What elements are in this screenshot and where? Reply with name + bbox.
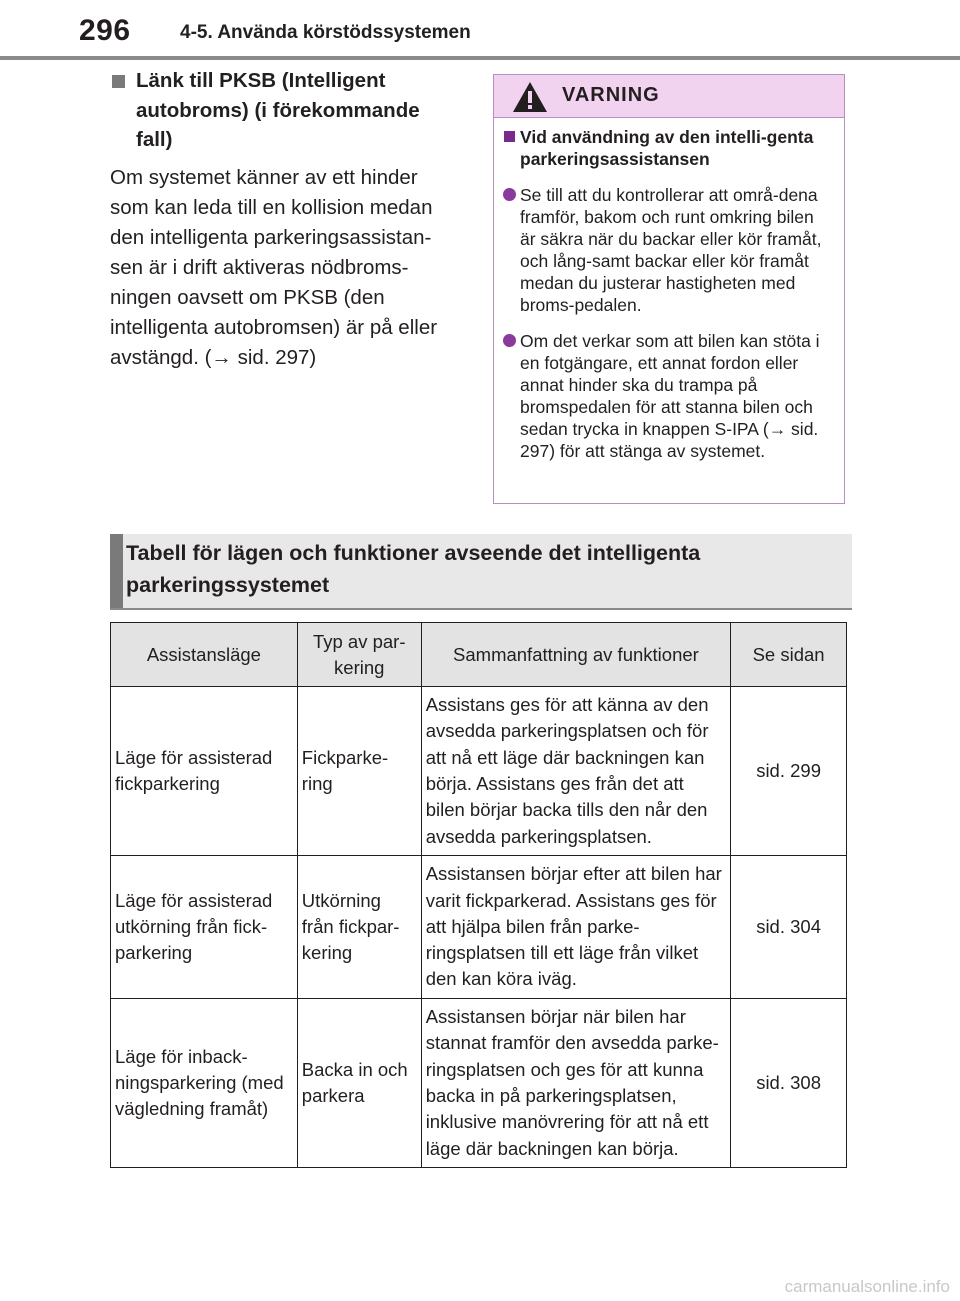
square-bullet-icon xyxy=(504,131,515,142)
warning-item-text: Om det verkar som att bilen kan stöta i en fotgängare, ett annat fordon eller annat hinder ska du trampa på bromspedalen för att stanna bilen och sedan trycka in knappen S-IPA (→ sid. 297) för att stänga av systemet. xyxy=(520,331,820,461)
warning-box xyxy=(493,74,845,504)
round-bullet-icon xyxy=(503,188,516,201)
header-divider xyxy=(0,56,960,60)
column-header: Assistansläge xyxy=(111,623,298,687)
page-header xyxy=(0,0,960,60)
cell-summary: Assistansen börjar när bilen har stannat framför den avsedda parke-ringsplatsen och ges för att kunna backa in på parkeringsplatsen, inklusive manövrering för att nå ett läge där backningen kan börja. xyxy=(421,999,730,1168)
cell-summary: Assistansen börjar efter att bilen har varit fickparkerad. Assistans ges för att hjälpa bilen från parke-ringsplatsen till ett läge från vilket den kan köra iväg. xyxy=(421,856,730,999)
cell-type: Utkörning från fickpar-kering xyxy=(297,856,421,999)
table-row xyxy=(111,999,847,1168)
square-bullet-icon xyxy=(112,75,125,88)
left-column xyxy=(110,66,460,373)
heading-accent-bar xyxy=(110,534,123,608)
body-paragraph: Om systemet känner av ett hinder som kan leda till en kollision medan den intelligenta parkeringsassistan-sen är i drift aktiveras nödbroms-ningen oavsett om PKSB (den intelligenta autobromsen) är på eller avstängd. (→ sid. 297) xyxy=(110,165,438,369)
cell-mode: Läge för assisterad fickparkering xyxy=(111,687,298,856)
cell-mode: Läge för inback-ningsparkering (med vägledning framåt) xyxy=(111,999,298,1168)
warning-subheading-text: Vid användning av den intelli-genta parkeringsassistansen xyxy=(520,127,814,169)
watermark: carmanualsonline.info xyxy=(784,1277,950,1296)
warning-subheading xyxy=(504,126,830,170)
cell-summary: Assistans ges för att känna av den avsedda parkeringsplatsen och för att nå ett läge där backningen kan börja. Assistans ges från det att bilen börjar backa tills den når den avsedda parkeringsplatsen. xyxy=(421,687,730,856)
table-heading-band xyxy=(110,534,852,610)
warning-triangle-icon xyxy=(512,81,548,113)
column-header: Typ av par-kering xyxy=(297,623,421,687)
column-header: Sammanfattning av funktioner xyxy=(421,623,730,687)
round-bullet-icon xyxy=(503,334,516,347)
section-title: 4-5. Använda körstödssystemen xyxy=(180,22,471,43)
cell-mode: Läge för assisterad utkörning från fick-parkering xyxy=(111,856,298,999)
table-row xyxy=(111,687,847,856)
warning-title: VARNING xyxy=(562,84,660,106)
table-header-row xyxy=(111,623,847,687)
warning-body xyxy=(494,118,844,462)
cell-page: sid. 308 xyxy=(731,999,847,1168)
table-heading: Tabell för lägen och funktioner avseende det intelligenta parkeringssystemet xyxy=(126,541,701,597)
subheading xyxy=(110,66,460,155)
warning-header xyxy=(494,75,844,118)
cell-page: sid. 304 xyxy=(731,856,847,999)
modes-table xyxy=(110,622,847,1168)
cell-page: sid. 299 xyxy=(731,687,847,856)
column-header: Se sidan xyxy=(731,623,847,687)
cell-type: Fickparke-ring xyxy=(297,687,421,856)
warning-item-text: Se till att du kontrollerar att områ-dena framför, bakom och runt omkring bilen är säkra när du backar eller kör framåt, och lång-samt backar eller kör framåt medan du justerar hastigheten med broms-pedalen. xyxy=(520,185,822,315)
cell-type: Backa in och parkera xyxy=(297,999,421,1168)
warning-item xyxy=(504,184,830,316)
page-number: 296 xyxy=(79,14,131,47)
table-row xyxy=(111,856,847,999)
warning-item xyxy=(504,330,830,462)
subheading-text: Länk till PKSB (Intelligent autobroms) (i förekommande fall) xyxy=(136,69,420,151)
